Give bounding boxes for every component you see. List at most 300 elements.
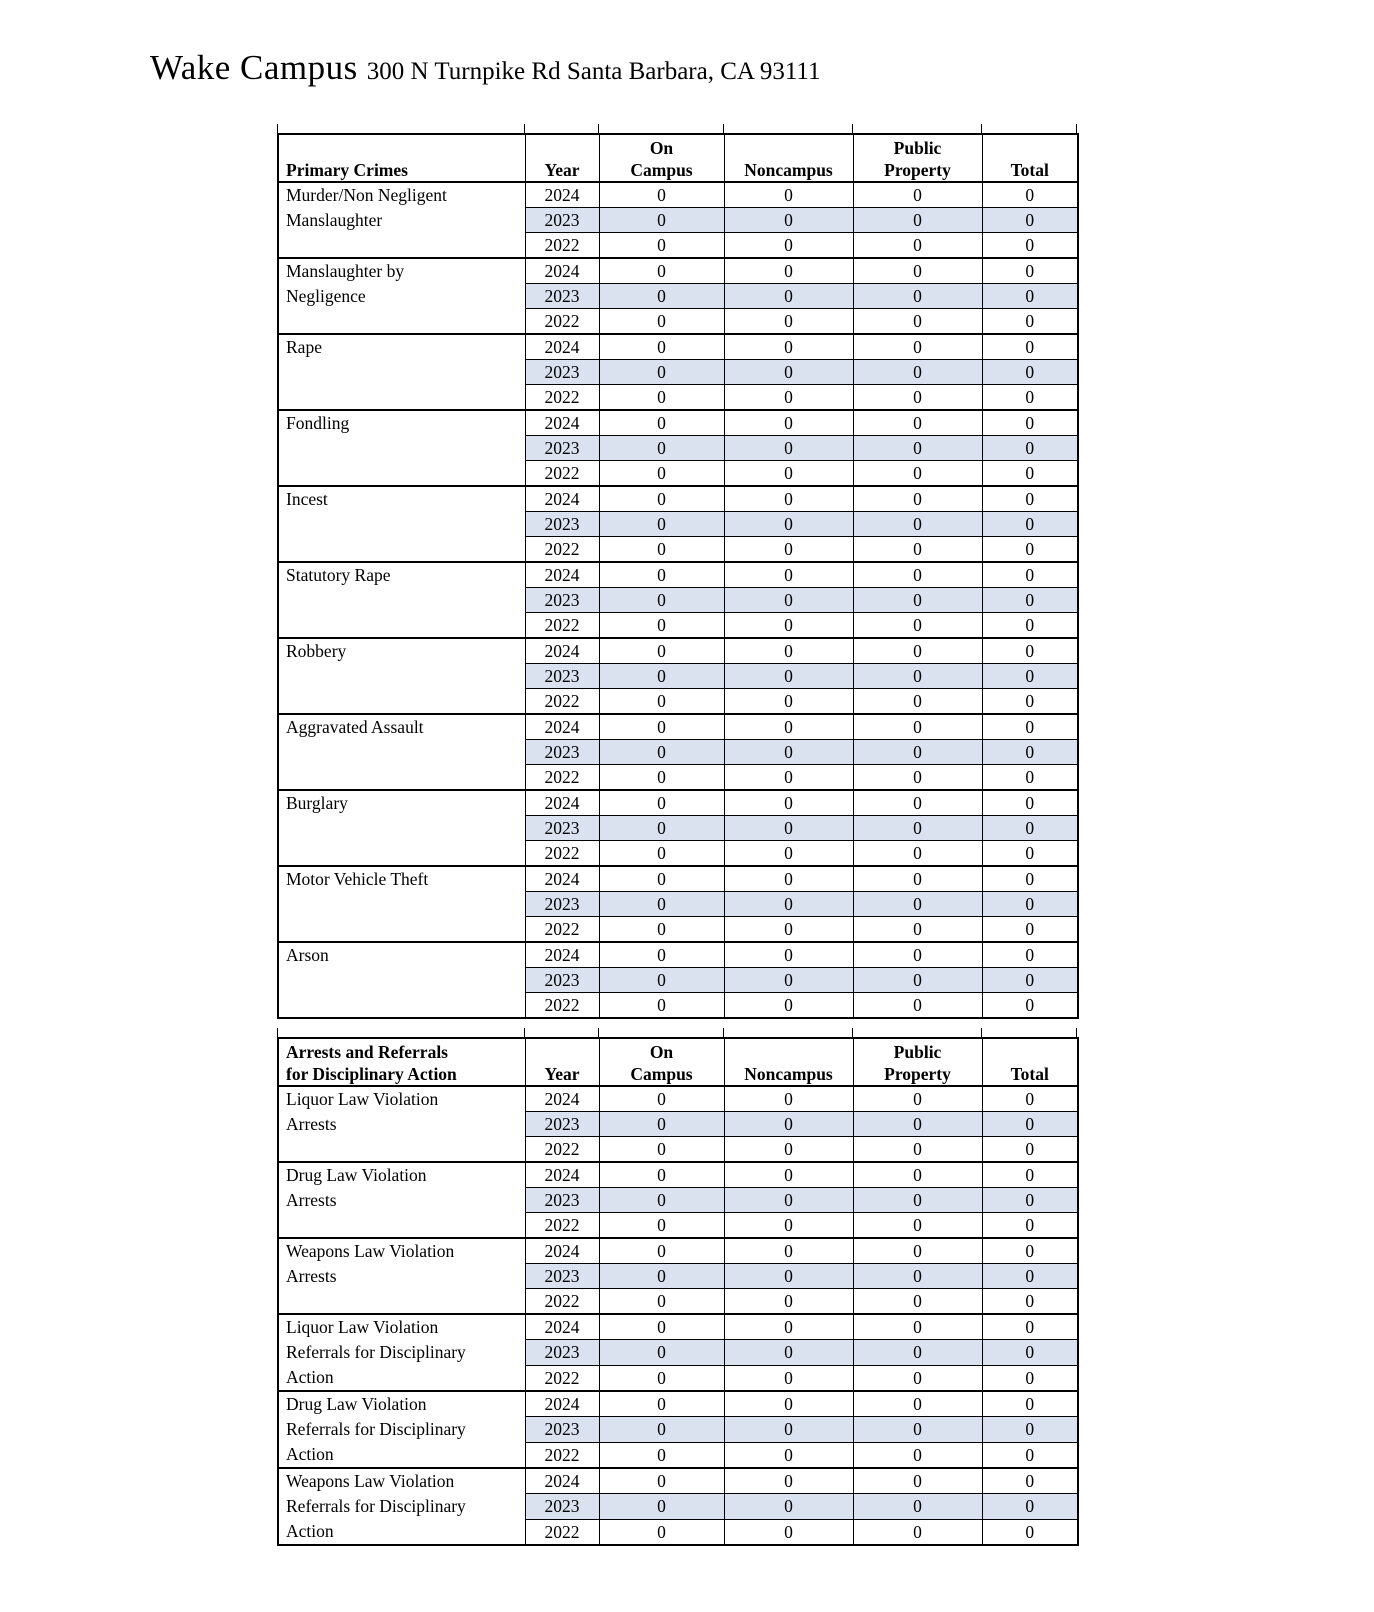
value-cell-on-campus: 0	[599, 385, 724, 411]
value-cell-on-campus: 0	[599, 892, 724, 917]
value-cell-on-campus: 0	[599, 790, 724, 816]
value-cell-on-campus: 0	[599, 1112, 724, 1137]
table-row	[278, 638, 1078, 664]
year-cell: 2023	[525, 1264, 599, 1289]
value-cell-noncampus: 0	[724, 993, 853, 1019]
value-cell-noncampus: 0	[724, 1494, 853, 1519]
value-cell-noncampus: 0	[724, 410, 853, 436]
value-cell-public-property: 0	[853, 841, 982, 867]
value-cell-public-property: 0	[853, 740, 982, 765]
value-cell-noncampus: 0	[724, 1417, 853, 1442]
year-cell: 2024	[525, 486, 599, 512]
value-cell-on-campus: 0	[599, 588, 724, 613]
arrests-referrals-table	[277, 1037, 1079, 1546]
value-cell-noncampus: 0	[724, 385, 853, 411]
year-cell: 2022	[525, 1213, 599, 1239]
value-cell-noncampus: 0	[724, 1314, 853, 1340]
value-cell-public-property: 0	[853, 410, 982, 436]
value-cell-on-campus: 0	[599, 1213, 724, 1239]
year-cell: 2024	[525, 942, 599, 968]
year-cell: 2023	[525, 588, 599, 613]
value-cell-noncampus: 0	[724, 360, 853, 385]
value-cell-noncampus: 0	[724, 1086, 853, 1112]
category-name-cell: Robbery	[278, 638, 525, 714]
value-cell-noncampus: 0	[724, 208, 853, 233]
value-cell-on-campus: 0	[599, 512, 724, 537]
value-cell-public-property: 0	[853, 1289, 982, 1315]
year-cell: 2022	[525, 689, 599, 715]
year-cell: 2023	[525, 968, 599, 993]
table-row	[278, 1314, 1078, 1340]
value-cell-public-property: 0	[853, 968, 982, 993]
column-header-on-campus: On Campus	[599, 134, 724, 182]
campus-name: Wake Campus	[150, 48, 358, 87]
table-row	[278, 1468, 1078, 1494]
column-rule-tick	[852, 1028, 853, 1037]
year-cell: 2022	[525, 1289, 599, 1315]
value-cell-on-campus: 0	[599, 968, 724, 993]
column-header-total: Total	[982, 1038, 1078, 1086]
year-cell: 2022	[525, 1442, 599, 1468]
value-cell-total: 0	[982, 1340, 1078, 1365]
year-cell: 2023	[525, 1494, 599, 1519]
value-cell-total: 0	[982, 208, 1078, 233]
category-name-cell: Incest	[278, 486, 525, 562]
value-cell-public-property: 0	[853, 436, 982, 461]
value-cell-public-property: 0	[853, 512, 982, 537]
value-cell-total: 0	[982, 360, 1078, 385]
column-header-category: Primary Crimes	[278, 134, 525, 182]
year-cell: 2024	[525, 790, 599, 816]
value-cell-total: 0	[982, 562, 1078, 588]
value-cell-public-property: 0	[853, 486, 982, 512]
value-cell-public-property: 0	[853, 1340, 982, 1365]
column-rule-tick	[524, 1028, 525, 1037]
value-cell-noncampus: 0	[724, 866, 853, 892]
value-cell-public-property: 0	[853, 664, 982, 689]
year-cell: 2023	[525, 664, 599, 689]
table-row	[278, 1391, 1078, 1417]
value-cell-on-campus: 0	[599, 740, 724, 765]
column-header-noncampus: Noncampus	[724, 134, 853, 182]
value-cell-total: 0	[982, 1112, 1078, 1137]
value-cell-on-campus: 0	[599, 182, 724, 208]
value-cell-on-campus: 0	[599, 1137, 724, 1163]
value-cell-on-campus: 0	[599, 942, 724, 968]
year-cell: 2024	[525, 334, 599, 360]
year-cell: 2023	[525, 512, 599, 537]
value-cell-public-property: 0	[853, 385, 982, 411]
value-cell-total: 0	[982, 486, 1078, 512]
column-header-public-property: Public Property	[853, 1038, 982, 1086]
value-cell-public-property: 0	[853, 1264, 982, 1289]
value-cell-total: 0	[982, 1365, 1078, 1391]
value-cell-noncampus: 0	[724, 284, 853, 309]
value-cell-total: 0	[982, 689, 1078, 715]
year-cell: 2024	[525, 866, 599, 892]
category-name-cell: Murder/Non Negligent Manslaughter	[278, 182, 525, 258]
value-cell-public-property: 0	[853, 284, 982, 309]
value-cell-noncampus: 0	[724, 182, 853, 208]
year-cell: 2022	[525, 233, 599, 259]
value-cell-total: 0	[982, 942, 1078, 968]
value-cell-total: 0	[982, 866, 1078, 892]
table-row	[278, 334, 1078, 360]
value-cell-public-property: 0	[853, 1519, 982, 1545]
value-cell-on-campus: 0	[599, 714, 724, 740]
value-cell-on-campus: 0	[599, 993, 724, 1019]
year-cell: 2024	[525, 714, 599, 740]
value-cell-public-property: 0	[853, 1112, 982, 1137]
value-cell-total: 0	[982, 385, 1078, 411]
year-cell: 2022	[525, 309, 599, 335]
column-rule-tick	[852, 124, 853, 133]
value-cell-public-property: 0	[853, 638, 982, 664]
value-cell-total: 0	[982, 993, 1078, 1019]
value-cell-on-campus: 0	[599, 562, 724, 588]
year-cell: 2023	[525, 1188, 599, 1213]
year-cell: 2023	[525, 1112, 599, 1137]
value-cell-public-property: 0	[853, 309, 982, 335]
category-name-cell: Motor Vehicle Theft	[278, 866, 525, 942]
value-cell-total: 0	[982, 334, 1078, 360]
table-row	[278, 410, 1078, 436]
category-name-cell: Liquor Law Violation Arrests	[278, 1086, 525, 1162]
value-cell-total: 0	[982, 1519, 1078, 1545]
column-rule-tick	[981, 124, 982, 133]
year-cell: 2024	[525, 1391, 599, 1417]
value-cell-total: 0	[982, 410, 1078, 436]
value-cell-public-property: 0	[853, 714, 982, 740]
year-cell: 2022	[525, 1365, 599, 1391]
value-cell-public-property: 0	[853, 1238, 982, 1264]
value-cell-public-property: 0	[853, 942, 982, 968]
value-cell-noncampus: 0	[724, 638, 853, 664]
value-cell-total: 0	[982, 182, 1078, 208]
year-cell: 2022	[525, 613, 599, 639]
value-cell-noncampus: 0	[724, 233, 853, 259]
table-row	[278, 1238, 1078, 1264]
value-cell-on-campus: 0	[599, 917, 724, 943]
value-cell-total: 0	[982, 892, 1078, 917]
column-rule-tick	[524, 124, 525, 133]
year-cell: 2022	[525, 385, 599, 411]
value-cell-on-campus: 0	[599, 1468, 724, 1494]
value-cell-total: 0	[982, 1391, 1078, 1417]
column-header-category: Arrests and Referrals for Disciplinary Action	[278, 1038, 525, 1086]
value-cell-public-property: 0	[853, 993, 982, 1019]
value-cell-on-campus: 0	[599, 1417, 724, 1442]
value-cell-noncampus: 0	[724, 1468, 853, 1494]
table-row	[278, 866, 1078, 892]
value-cell-noncampus: 0	[724, 740, 853, 765]
value-cell-noncampus: 0	[724, 689, 853, 715]
value-cell-public-property: 0	[853, 233, 982, 259]
value-cell-noncampus: 0	[724, 258, 853, 284]
value-cell-on-campus: 0	[599, 208, 724, 233]
value-cell-on-campus: 0	[599, 1365, 724, 1391]
value-cell-noncampus: 0	[724, 917, 853, 943]
table-row	[278, 562, 1078, 588]
year-cell: 2024	[525, 182, 599, 208]
value-cell-public-property: 0	[853, 1391, 982, 1417]
column-header-public-property: Public Property	[853, 134, 982, 182]
value-cell-public-property: 0	[853, 1468, 982, 1494]
year-cell: 2022	[525, 765, 599, 791]
value-cell-public-property: 0	[853, 917, 982, 943]
value-cell-noncampus: 0	[724, 1289, 853, 1315]
value-cell-public-property: 0	[853, 537, 982, 563]
category-name-cell: Statutory Rape	[278, 562, 525, 638]
value-cell-total: 0	[982, 1442, 1078, 1468]
column-header-noncampus: Noncampus	[724, 1038, 853, 1086]
value-cell-total: 0	[982, 233, 1078, 259]
column-rule-tick	[723, 1028, 724, 1037]
value-cell-total: 0	[982, 537, 1078, 563]
year-cell: 2023	[525, 740, 599, 765]
column-rule-tick	[981, 1028, 982, 1037]
value-cell-total: 0	[982, 638, 1078, 664]
value-cell-noncampus: 0	[724, 1238, 853, 1264]
value-cell-noncampus: 0	[724, 968, 853, 993]
table-row	[278, 714, 1078, 740]
column-header-on-campus: On Campus	[599, 1038, 724, 1086]
year-cell: 2022	[525, 461, 599, 487]
value-cell-public-property: 0	[853, 1314, 982, 1340]
value-cell-noncampus: 0	[724, 1264, 853, 1289]
category-name-cell: Rape	[278, 334, 525, 410]
year-cell: 2023	[525, 436, 599, 461]
value-cell-noncampus: 0	[724, 1162, 853, 1188]
value-cell-public-property: 0	[853, 1494, 982, 1519]
value-cell-public-property: 0	[853, 892, 982, 917]
value-cell-total: 0	[982, 790, 1078, 816]
year-cell: 2023	[525, 892, 599, 917]
value-cell-public-property: 0	[853, 1213, 982, 1239]
value-cell-on-campus: 0	[599, 486, 724, 512]
value-cell-on-campus: 0	[599, 765, 724, 791]
value-cell-public-property: 0	[853, 1086, 982, 1112]
value-cell-total: 0	[982, 1314, 1078, 1340]
value-cell-total: 0	[982, 1264, 1078, 1289]
value-cell-on-campus: 0	[599, 334, 724, 360]
value-cell-on-campus: 0	[599, 1289, 724, 1315]
category-name-cell: Weapons Law Violation Referrals for Disciplinary Action	[278, 1468, 525, 1545]
value-cell-noncampus: 0	[724, 309, 853, 335]
value-cell-public-property: 0	[853, 613, 982, 639]
year-cell: 2023	[525, 208, 599, 233]
value-cell-on-campus: 0	[599, 284, 724, 309]
value-cell-on-campus: 0	[599, 841, 724, 867]
value-cell-total: 0	[982, 284, 1078, 309]
value-cell-noncampus: 0	[724, 1213, 853, 1239]
value-cell-total: 0	[982, 968, 1078, 993]
value-cell-noncampus: 0	[724, 334, 853, 360]
value-cell-total: 0	[982, 512, 1078, 537]
value-cell-noncampus: 0	[724, 1365, 853, 1391]
value-cell-on-campus: 0	[599, 866, 724, 892]
value-cell-noncampus: 0	[724, 537, 853, 563]
column-rule-tick	[723, 124, 724, 133]
value-cell-noncampus: 0	[724, 613, 853, 639]
year-cell: 2023	[525, 360, 599, 385]
value-cell-public-property: 0	[853, 1442, 982, 1468]
value-cell-total: 0	[982, 1162, 1078, 1188]
year-cell: 2022	[525, 1137, 599, 1163]
value-cell-public-property: 0	[853, 689, 982, 715]
primary-crimes-table-section	[277, 133, 1079, 1019]
value-cell-noncampus: 0	[724, 790, 853, 816]
table-row	[278, 1162, 1078, 1188]
column-rule-tick	[277, 1028, 278, 1037]
value-cell-noncampus: 0	[724, 714, 853, 740]
value-cell-on-campus: 0	[599, 816, 724, 841]
value-cell-on-campus: 0	[599, 233, 724, 259]
value-cell-on-campus: 0	[599, 664, 724, 689]
value-cell-total: 0	[982, 917, 1078, 943]
year-cell: 2022	[525, 537, 599, 563]
value-cell-public-property: 0	[853, 1417, 982, 1442]
value-cell-public-property: 0	[853, 208, 982, 233]
value-cell-noncampus: 0	[724, 1340, 853, 1365]
value-cell-on-campus: 0	[599, 461, 724, 487]
column-rule-tick	[1076, 1028, 1077, 1037]
value-cell-on-campus: 0	[599, 1494, 724, 1519]
table-header-row	[278, 134, 1078, 182]
value-cell-noncampus: 0	[724, 1391, 853, 1417]
primary-crimes-table	[277, 133, 1079, 1019]
value-cell-total: 0	[982, 664, 1078, 689]
value-cell-on-campus: 0	[599, 689, 724, 715]
year-cell: 2024	[525, 638, 599, 664]
category-name-cell: Liquor Law Violation Referrals for Disciplinary Action	[278, 1314, 525, 1391]
year-cell: 2024	[525, 1468, 599, 1494]
value-cell-public-property: 0	[853, 461, 982, 487]
year-cell: 2023	[525, 1340, 599, 1365]
value-cell-noncampus: 0	[724, 1442, 853, 1468]
value-cell-public-property: 0	[853, 182, 982, 208]
value-cell-on-campus: 0	[599, 1264, 724, 1289]
value-cell-total: 0	[982, 1417, 1078, 1442]
column-rule-tick	[1076, 124, 1077, 133]
value-cell-on-campus: 0	[599, 436, 724, 461]
value-cell-on-campus: 0	[599, 1442, 724, 1468]
value-cell-public-property: 0	[853, 258, 982, 284]
table-row	[278, 1086, 1078, 1112]
year-cell: 2024	[525, 1162, 599, 1188]
value-cell-public-property: 0	[853, 1137, 982, 1163]
value-cell-on-campus: 0	[599, 1086, 724, 1112]
value-cell-noncampus: 0	[724, 486, 853, 512]
value-cell-noncampus: 0	[724, 436, 853, 461]
value-cell-total: 0	[982, 1213, 1078, 1239]
value-cell-total: 0	[982, 841, 1078, 867]
category-name-cell: Fondling	[278, 410, 525, 486]
value-cell-total: 0	[982, 309, 1078, 335]
value-cell-public-property: 0	[853, 790, 982, 816]
category-name-cell: Drug Law Violation Arrests	[278, 1162, 525, 1238]
value-cell-public-property: 0	[853, 1365, 982, 1391]
value-cell-public-property: 0	[853, 816, 982, 841]
year-cell: 2023	[525, 816, 599, 841]
value-cell-on-campus: 0	[599, 1314, 724, 1340]
value-cell-total: 0	[982, 1086, 1078, 1112]
value-cell-on-campus: 0	[599, 1188, 724, 1213]
value-cell-on-campus: 0	[599, 309, 724, 335]
value-cell-public-property: 0	[853, 334, 982, 360]
value-cell-total: 0	[982, 258, 1078, 284]
value-cell-total: 0	[982, 1468, 1078, 1494]
table-header-row	[278, 1038, 1078, 1086]
value-cell-noncampus: 0	[724, 461, 853, 487]
value-cell-on-campus: 0	[599, 1519, 724, 1545]
value-cell-on-campus: 0	[599, 360, 724, 385]
value-cell-public-property: 0	[853, 588, 982, 613]
column-rule-tick	[277, 124, 278, 133]
year-cell: 2022	[525, 1519, 599, 1545]
value-cell-noncampus: 0	[724, 664, 853, 689]
value-cell-on-campus: 0	[599, 537, 724, 563]
column-header-year: Year	[525, 134, 599, 182]
campus-address: 300 N Turnpike Rd Santa Barbara, CA 93111	[366, 58, 821, 85]
value-cell-noncampus: 0	[724, 1137, 853, 1163]
value-cell-total: 0	[982, 765, 1078, 791]
year-cell: 2022	[525, 841, 599, 867]
value-cell-total: 0	[982, 714, 1078, 740]
value-cell-on-campus: 0	[599, 1391, 724, 1417]
value-cell-noncampus: 0	[724, 942, 853, 968]
column-header-total: Total	[982, 134, 1078, 182]
table-row	[278, 182, 1078, 208]
value-cell-noncampus: 0	[724, 588, 853, 613]
value-cell-total: 0	[982, 461, 1078, 487]
value-cell-noncampus: 0	[724, 1188, 853, 1213]
value-cell-on-campus: 0	[599, 1162, 724, 1188]
value-cell-noncampus: 0	[724, 765, 853, 791]
table-row	[278, 942, 1078, 968]
value-cell-public-property: 0	[853, 765, 982, 791]
value-cell-public-property: 0	[853, 1162, 982, 1188]
column-rule-tick	[598, 1028, 599, 1037]
value-cell-total: 0	[982, 436, 1078, 461]
value-cell-total: 0	[982, 588, 1078, 613]
arrests-referrals-table-section	[277, 1037, 1079, 1546]
page-title	[150, 48, 820, 88]
year-cell: 2024	[525, 1238, 599, 1264]
value-cell-on-campus: 0	[599, 258, 724, 284]
table-row	[278, 258, 1078, 284]
year-cell: 2024	[525, 258, 599, 284]
year-cell: 2024	[525, 562, 599, 588]
value-cell-total: 0	[982, 1289, 1078, 1315]
value-cell-total: 0	[982, 1494, 1078, 1519]
year-cell: 2022	[525, 993, 599, 1019]
value-cell-noncampus: 0	[724, 1112, 853, 1137]
value-cell-on-campus: 0	[599, 1238, 724, 1264]
value-cell-total: 0	[982, 1238, 1078, 1264]
column-rule-tick	[598, 124, 599, 133]
value-cell-noncampus: 0	[724, 562, 853, 588]
value-cell-total: 0	[982, 740, 1078, 765]
year-cell: 2023	[525, 1417, 599, 1442]
value-cell-noncampus: 0	[724, 512, 853, 537]
category-name-cell: Aggravated Assault	[278, 714, 525, 790]
value-cell-on-campus: 0	[599, 613, 724, 639]
year-cell: 2023	[525, 284, 599, 309]
value-cell-total: 0	[982, 1188, 1078, 1213]
value-cell-noncampus: 0	[724, 841, 853, 867]
value-cell-on-campus: 0	[599, 638, 724, 664]
